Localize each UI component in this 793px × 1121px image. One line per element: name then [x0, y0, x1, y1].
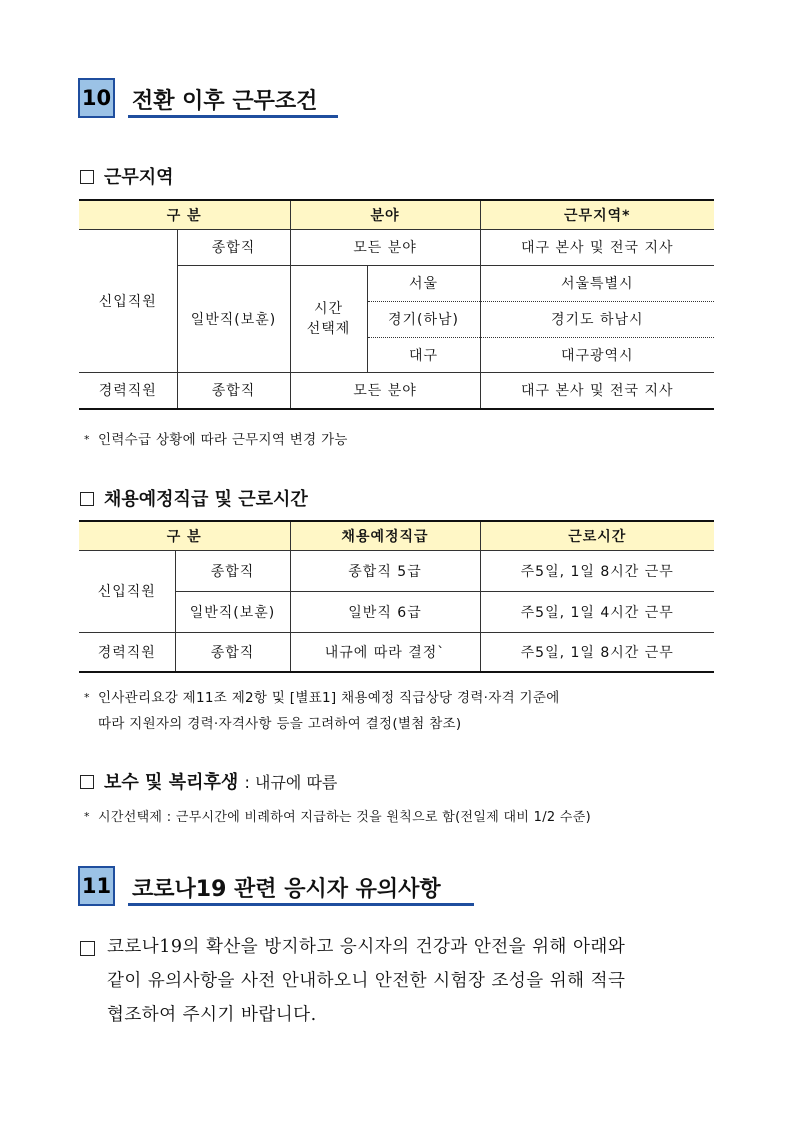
cell-seoul: 서울: [367, 265, 480, 301]
pay-note-text: 시간선택제 : 근무시간에 비례하여 지급하는 것을 원칙으로 함(전일제 대비 1/2 수준): [98, 810, 592, 825]
cell-seoul-location: 서울특별시: [480, 265, 714, 301]
cell-flextime: 시간 선택제: [290, 265, 367, 372]
section-title: 코로나19 관련 응시자 유의사항: [132, 877, 441, 902]
work-area-note-text: 인력수급 상황에 따라 근무지역 변경 가능: [98, 432, 348, 448]
cell-general-hours: 주5일, 1일 8시간 근무: [480, 550, 714, 591]
pay-heading-rest: : 내규에 따름: [244, 773, 338, 792]
grade-hours-table: [79, 520, 714, 673]
cell-general-location: 대구 본사 및 전국 지사: [480, 229, 714, 265]
pay-note: [84, 806, 591, 825]
work-area-note: [84, 428, 348, 448]
cell-ordinary-hours: 주5일, 1일 4시간 근무: [480, 591, 714, 632]
cell-ordinary: 일반직(보훈): [175, 591, 290, 632]
grade-hours-note-line2: 따라 지원자의 경력·자격사항 등을 고려하여 결정(별첨 참조): [98, 716, 462, 732]
section-underline: [128, 903, 474, 906]
row-new-hires: 신입직원: [79, 229, 177, 372]
header-hours: 근로시간: [480, 521, 714, 550]
work-area-table: [79, 199, 714, 410]
note-marker: *: [84, 433, 90, 446]
note-marker: *: [84, 810, 90, 823]
header-grade: 채용예정직급: [290, 521, 480, 550]
pay-heading: [80, 768, 337, 794]
cell-general-grade: 종합직 5급: [290, 550, 480, 591]
header-location: 근무지역*: [480, 200, 714, 229]
cell-ordinary: 일반직(보훈): [177, 265, 290, 372]
grade-hours-heading: [80, 485, 308, 511]
cell-exp-general: 종합직: [177, 372, 290, 409]
grade-hours-note-line1: 인사관리요강 제11조 제2항 및 [별표1] 채용예정 직급상당 경력·자격 기준에: [98, 690, 560, 706]
row-experienced: 경력직원: [79, 632, 175, 672]
section-number: 11: [78, 866, 115, 906]
checkbox-icon: [80, 775, 94, 789]
cell-ordinary-grade: 일반직 6급: [290, 591, 480, 632]
cell-general-field: 모든 분야: [290, 229, 480, 265]
grade-hours-heading-text: 채용예정직급 및 근로시간: [104, 489, 308, 510]
cell-daegu: 대구: [367, 337, 480, 372]
row-new-hires: 신입직원: [79, 550, 175, 632]
work-area-heading: [80, 163, 174, 189]
cell-general: 종합직: [175, 550, 290, 591]
covid-line-1: 코로나19의 확산을 방지하고 응시자의 건강과 안전을 위해 아래와: [107, 937, 626, 957]
note-marker: *: [84, 691, 90, 704]
header-category: 구 분: [79, 521, 290, 550]
covid-line-3: 협조하여 주시기 바랍니다.: [107, 1005, 317, 1025]
row-experienced: 경력직원: [79, 372, 177, 409]
section-underline: [128, 115, 338, 118]
cell-exp-location: 대구 본사 및 전국 지사: [480, 372, 714, 409]
grade-hours-note: [84, 685, 560, 737]
header-category: 구 분: [79, 200, 290, 229]
checkbox-icon: [80, 492, 94, 506]
cell-exp-grade: 내규에 따라 결정`: [290, 632, 480, 672]
cell-gyeonggi-location: 경기도 하남시: [480, 301, 714, 337]
section-title: 전환 이후 근무조건: [132, 89, 318, 114]
cell-exp-hours: 주5일, 1일 8시간 근무: [480, 632, 714, 672]
cell-daegu-location: 대구광역시: [480, 337, 714, 372]
cell-gyeonggi: 경기(하남): [367, 301, 480, 337]
checkbox-icon: [80, 170, 94, 184]
header-field: 분야: [290, 200, 480, 229]
work-area-heading-text: 근무지역: [104, 167, 174, 188]
cell-general: 종합직: [177, 229, 290, 265]
cell-exp-field: 모든 분야: [290, 372, 480, 409]
cell-exp-general: 종합직: [175, 632, 290, 672]
pay-heading-text: 보수 및 복리후생: [104, 772, 239, 793]
covid-line-2: 같이 유의사항을 사전 안내하오니 안전한 시험장 조성을 위해 적극: [107, 971, 626, 991]
covid-notice: [80, 930, 730, 1032]
section-number: 10: [78, 78, 115, 118]
